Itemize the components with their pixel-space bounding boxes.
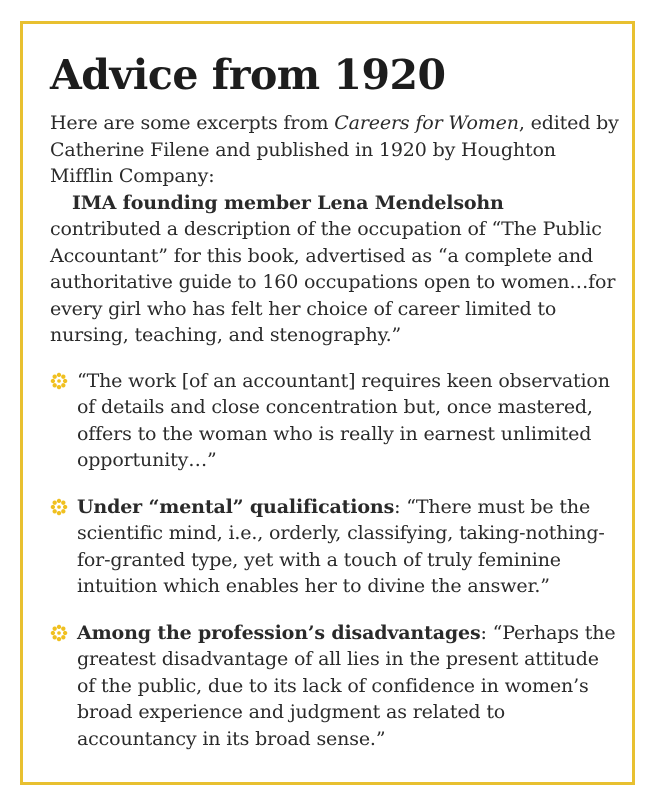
- flower-icon: [50, 624, 68, 642]
- list-item: [50, 620, 620, 753]
- list-item: [50, 494, 620, 600]
- bullet-text: : “Perhaps the greatest disadvantage of all lies in the present attitude of the public, due to its lack of confidence in women’s broad experience and judgment as related to accountancy in its broad sense.”: [77, 621, 616, 750]
- sidebar-content: [50, 52, 620, 772]
- list-item: [50, 368, 620, 474]
- sidebar-box: [20, 21, 635, 785]
- excerpt-list: [50, 368, 620, 753]
- intro-text: [50, 110, 620, 190]
- paragraph-text: contributed a description of the occupation of “The Public Accountant” for this book, advertised as “a complete and authoritative guide to 160 occupations open to women…for every girl who has felt her choice of career limited to nursing, teaching, and stenography.”: [50, 218, 616, 346]
- bullet-text: “The work [of an accountant] requires keen observation of details and close concentration but, once mastered, offers to the woman who is really in earnest unlimited opportunity…”: [77, 369, 610, 471]
- book-title: Careers for Women: [334, 112, 519, 134]
- bullet-text: : “There must be the scientific mind, i.e., orderly, classifying, taking-nothing-for-granted type, yet with a touch of truly feminine intuition which enables her to divine the answer.”: [77, 495, 605, 597]
- flower-icon: [50, 498, 68, 516]
- paragraph-lead: IMA founding member Lena Mendelsohn: [72, 191, 504, 214]
- bullet-lead: Under “mental” qualifications: [77, 495, 395, 518]
- intro-before-book: Here are some excerpts from: [50, 112, 335, 134]
- bullet-lead: Among the profession’s disadvantages: [77, 621, 481, 644]
- body-paragraph: [50, 190, 620, 349]
- page-title: Advice from 1920: [50, 51, 446, 99]
- flower-icon: [50, 372, 68, 390]
- intro-after-book: , edited by Catherine Filene and published in 1920 by Houghton Mifflin Company:: [50, 112, 619, 187]
